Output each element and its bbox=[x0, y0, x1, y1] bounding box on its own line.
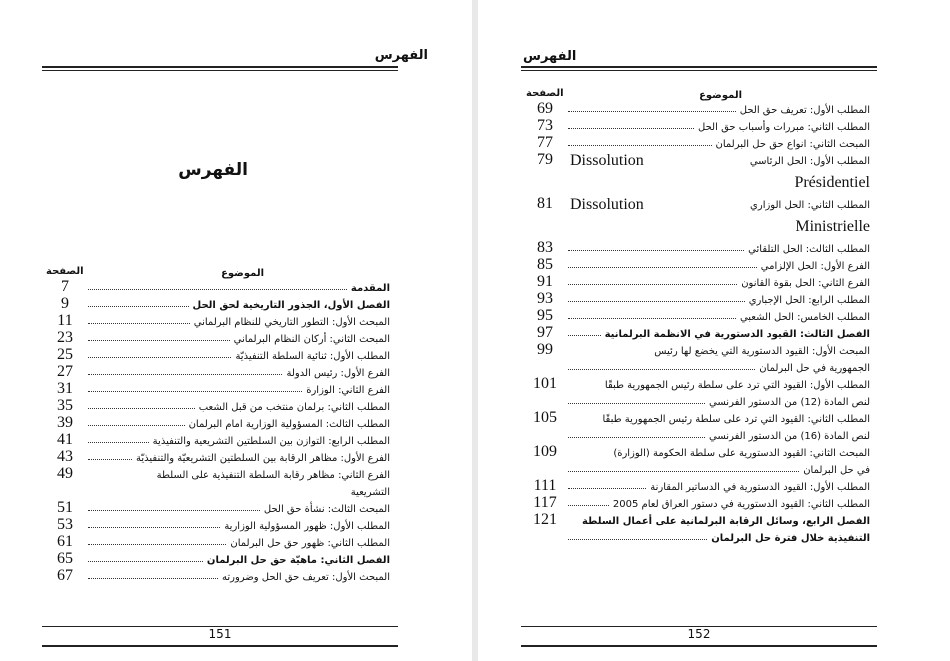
toc-entry-title: الفرع الأول: الحل الإلزامي bbox=[760, 261, 870, 272]
toc-entry-page: 101 bbox=[533, 375, 557, 392]
dot-leader bbox=[88, 459, 132, 460]
column-page-header: الصفحة bbox=[46, 266, 84, 277]
toc-entry-page: 39 bbox=[57, 414, 73, 431]
toc-entry-page: 81 bbox=[537, 195, 553, 212]
toc-entry-title: الفرع الأول: مظاهر الرقابة بين السلطتين التشريعيّة والتنفيذيّة bbox=[135, 453, 390, 464]
toc-entry bbox=[526, 395, 870, 412]
toc-entry-title: الجمهورية في حل البرلمان bbox=[759, 363, 870, 374]
toc-entry-page: 43 bbox=[57, 448, 73, 465]
toc-entry-title: الفصل الأول، الجذور التاريخية لحق الحل bbox=[192, 300, 390, 311]
toc-entry-page: 35 bbox=[57, 397, 73, 414]
toc-entry bbox=[526, 307, 870, 327]
toc-entry bbox=[526, 375, 870, 395]
dot-leader bbox=[568, 505, 609, 506]
toc-entry-latin-term: Dissolution bbox=[570, 196, 644, 213]
running-header: الفهرس bbox=[523, 49, 577, 64]
toc-entry-page: 91 bbox=[537, 273, 553, 290]
toc-entry-title: في حل البرلمان bbox=[803, 465, 870, 476]
toc-entry-page: 9 bbox=[61, 295, 69, 312]
toc-entry-page: 11 bbox=[57, 312, 73, 329]
toc-entry-page: 7 bbox=[61, 278, 69, 295]
toc-entry bbox=[46, 567, 390, 587]
toc-entry bbox=[46, 550, 390, 570]
dot-leader bbox=[88, 510, 260, 511]
toc-entry bbox=[526, 151, 870, 176]
toc-entry-page: 109 bbox=[533, 443, 557, 460]
toc-entry-title: لنص المادة (16) من الدستور الفرنسي bbox=[709, 431, 870, 442]
toc-entry-title: المطلب الثاني: القيود الدستورية في دستور العراق لعام 2005 bbox=[612, 499, 870, 510]
toc-entry-page: 23 bbox=[57, 329, 73, 346]
toc-entry-page: 97 bbox=[537, 324, 553, 341]
toc-entry-title: المبحث الأول: التطور التاريخي للنظام البرلماني bbox=[193, 317, 390, 328]
toc-entry-title: المطلب الخامس: الحل الشعبي bbox=[739, 312, 870, 323]
header-rule-thin bbox=[42, 70, 398, 71]
toc-entry-page: 61 bbox=[57, 533, 73, 550]
dot-leader bbox=[88, 527, 220, 528]
toc-entry-title: الفرع الأول: رئيس الدولة bbox=[286, 368, 390, 379]
toc-entry-page: 95 bbox=[537, 307, 553, 324]
dot-leader bbox=[88, 578, 218, 579]
dot-leader bbox=[88, 357, 231, 358]
toc-entry bbox=[526, 324, 870, 344]
toc-entry-title: لنص المادة (12) من الدستور الفرنسي bbox=[709, 397, 870, 408]
toc-entry bbox=[526, 531, 870, 548]
toc-entry bbox=[46, 431, 390, 451]
toc-entry-title: المطلب الأول: ثنائية السلطة التنفيذيّة bbox=[235, 351, 390, 362]
toc-entry-title: المطلب الثاني: ظهور حق حل البرلمان bbox=[230, 538, 390, 549]
header-rule-thin bbox=[521, 70, 877, 71]
toc-entry bbox=[526, 273, 870, 293]
footer-rule-thick bbox=[521, 645, 877, 647]
dot-leader bbox=[568, 128, 694, 129]
toc-entry bbox=[526, 100, 870, 120]
toc-entry-title: الفرع الثاني: مظاهر رقابة السلطة التنفيذية على السلطة bbox=[156, 470, 390, 481]
header-rule bbox=[521, 66, 877, 68]
toc-entry bbox=[46, 312, 390, 332]
footer-rule-thick bbox=[42, 645, 398, 647]
toc-entry bbox=[526, 239, 870, 259]
toc-entry bbox=[46, 533, 390, 553]
left-page bbox=[0, 0, 472, 661]
toc-entry-title: المبحث الثاني: أركان النظام البرلماني bbox=[233, 334, 390, 345]
toc-entry-title: المطلب الأول: ظهور المسؤولية الوزارية bbox=[224, 521, 390, 532]
toc-entry bbox=[526, 341, 870, 361]
page-number: 151 bbox=[208, 627, 232, 641]
toc-entry bbox=[46, 380, 390, 400]
dot-leader bbox=[88, 425, 185, 426]
dot-leader bbox=[88, 442, 149, 443]
dot-leader bbox=[568, 488, 646, 489]
toc-list bbox=[46, 278, 390, 587]
toc-entry bbox=[526, 409, 870, 429]
toc-entry bbox=[526, 361, 870, 378]
dot-leader bbox=[88, 408, 195, 409]
toc-entry-title: التشريعية bbox=[350, 487, 390, 498]
toc-entry-page: 67 bbox=[57, 567, 73, 584]
column-subject-header: الموضوع bbox=[221, 268, 264, 279]
toc-entry-title: المطلب الثاني: الحل الوزاري bbox=[750, 200, 870, 211]
dot-leader bbox=[568, 318, 736, 319]
toc-entry bbox=[46, 329, 390, 349]
header-rule bbox=[42, 66, 398, 68]
toc-entry-latin-term: Présidentiel bbox=[794, 174, 870, 191]
toc-entry-page: 79 bbox=[537, 151, 553, 168]
toc-entry-latin-term: Dissolution bbox=[570, 152, 644, 169]
toc-entry-title: المطلب الرابع: الحل الإجباري bbox=[748, 295, 870, 306]
dot-leader bbox=[568, 267, 757, 268]
toc-entry-title: المطلب الثاني: مبررات وأسباب حق الحل bbox=[698, 122, 870, 133]
toc-entry-title: المبحث الثالث: نشأة حق الحل bbox=[263, 504, 390, 515]
toc-entry-page: 31 bbox=[57, 380, 73, 397]
toc-entry bbox=[526, 195, 870, 220]
toc-entry-page: 73 bbox=[537, 117, 553, 134]
toc-entry-page: 85 bbox=[537, 256, 553, 273]
toc-entry-title: الفرع الثاني: الحل بقوة القانون bbox=[741, 278, 870, 289]
toc-entry-title: المبحث الأول: تعريف حق الحل وضرورته bbox=[221, 572, 390, 583]
dot-leader bbox=[568, 403, 705, 404]
dot-leader bbox=[568, 539, 707, 540]
toc-entry-title: المطلب الأول: القيود الدستورية في الدساتير المقارنة bbox=[650, 482, 870, 493]
toc-entry-page: 117 bbox=[533, 494, 557, 511]
toc-entry-title: المطلب الثاني: برلمان منتخب من قبل الشعب bbox=[198, 402, 390, 413]
page-number: 152 bbox=[687, 627, 711, 641]
toc-entry-page: 121 bbox=[533, 511, 557, 528]
dot-leader bbox=[88, 340, 230, 341]
toc-entry bbox=[46, 485, 390, 502]
dot-leader bbox=[568, 250, 744, 251]
toc-entry-title: الفصل الرابع، وسائل الرقابة البرلمانية على أعمال السلطة bbox=[581, 516, 870, 527]
dot-leader bbox=[88, 323, 190, 324]
right-page bbox=[478, 0, 950, 661]
toc-entry-page: 51 bbox=[57, 499, 73, 516]
toc-entry-title: المبحث الثاني: القيود الدستورية على سلطة الحكومة (الوزارة) bbox=[613, 448, 870, 459]
dot-leader bbox=[568, 301, 745, 302]
dot-leader bbox=[568, 335, 601, 336]
toc-entry-page: 111 bbox=[533, 477, 557, 494]
dot-leader bbox=[88, 306, 189, 307]
toc-entry-page: 105 bbox=[533, 409, 557, 426]
toc-entry-title: المطلب الثالث: المسؤولية الوزارية امام البرلمان bbox=[188, 419, 390, 430]
toc-entry bbox=[46, 346, 390, 366]
toc-entry-title: المقدمة bbox=[350, 283, 390, 294]
toc-entry-title: المبحث الثاني: انواع حق حل البرلمان bbox=[715, 139, 870, 150]
toc-entry-title: المبحث الأول: القيود الدستورية التي يخضع لها رئيس bbox=[654, 346, 870, 357]
toc-entry-title: الفصل الثالث: القيود الدستورية في الانظمة البرلمانية bbox=[604, 329, 870, 340]
toc-entry bbox=[526, 463, 870, 480]
toc-entry bbox=[526, 511, 870, 531]
toc-entry-page: 93 bbox=[537, 290, 553, 307]
toc-entry bbox=[526, 256, 870, 276]
toc-entry-page: 41 bbox=[57, 431, 73, 448]
dot-leader bbox=[568, 111, 736, 112]
toc-entry-page: 65 bbox=[57, 550, 73, 567]
toc-entry bbox=[46, 516, 390, 536]
dot-leader bbox=[88, 289, 347, 290]
dot-leader bbox=[88, 561, 203, 562]
toc-entry bbox=[46, 414, 390, 434]
toc-entry bbox=[526, 443, 870, 463]
toc-entry bbox=[46, 363, 390, 383]
dot-leader bbox=[568, 284, 737, 285]
toc-entry bbox=[46, 499, 390, 519]
toc-list bbox=[526, 100, 870, 548]
toc-entry bbox=[46, 278, 390, 298]
dot-leader bbox=[568, 145, 712, 146]
running-header: الفهرس bbox=[374, 48, 428, 63]
toc-entry-title: المطلب الثالث: الحل التلقائي bbox=[748, 244, 870, 255]
toc-entry bbox=[46, 295, 390, 315]
toc-entry-page: 99 bbox=[537, 341, 553, 358]
toc-entry-title: المطلب الثاني: القيود التي ترد على سلطة رئيس الجمهورية طبقًا bbox=[602, 414, 870, 425]
toc-entry-title: التنفيذية خلال فترة حل البرلمان bbox=[711, 533, 870, 544]
toc-entry bbox=[526, 220, 870, 242]
toc-entry-title: المطلب الأول: القيود التي ترد على سلطة رئيس الجمهورية طبقًا bbox=[604, 380, 870, 391]
toc-entry-page: 83 bbox=[537, 239, 553, 256]
toc-entry bbox=[526, 494, 870, 514]
toc-entry-title: الفصل الثاني: ماهيّة حق حل البرلمان bbox=[206, 555, 390, 566]
toc-entry bbox=[526, 176, 870, 198]
page-title: الفهرس bbox=[178, 160, 248, 180]
dot-leader bbox=[88, 374, 282, 375]
dot-leader bbox=[88, 544, 226, 545]
toc-entry bbox=[46, 397, 390, 417]
dot-leader bbox=[568, 369, 755, 370]
toc-entry-page: 25 bbox=[57, 346, 73, 363]
toc-entry bbox=[526, 477, 870, 497]
toc-entry-latin-term: Ministrielle bbox=[795, 218, 870, 235]
toc-entry bbox=[526, 117, 870, 137]
toc-entry-title: المطلب الأول: الحل الرئاسي bbox=[749, 156, 870, 167]
toc-entry-page: 49 bbox=[57, 465, 73, 482]
toc-entry bbox=[46, 448, 390, 468]
toc-entry bbox=[526, 290, 870, 310]
toc-entry-page: 27 bbox=[57, 363, 73, 380]
dot-leader bbox=[568, 437, 705, 438]
toc-entry-page: 53 bbox=[57, 516, 73, 533]
column-subject-header: الموضوع bbox=[699, 90, 742, 101]
toc-entry bbox=[46, 465, 390, 485]
toc-entry-page: 69 bbox=[537, 100, 553, 117]
dot-leader bbox=[88, 391, 302, 392]
toc-entry-page: 77 bbox=[537, 134, 553, 151]
toc-entry-title: المطلب الأول: تعريف حق الحل bbox=[739, 105, 870, 116]
toc-entry-title: الفرع الثاني: الوزارة bbox=[306, 385, 390, 396]
column-page-header: الصفحة bbox=[526, 88, 564, 99]
toc-entry-title: المطلب الرابع: التوازن بين السلطتين التشريعية والتنفيذية bbox=[152, 436, 390, 447]
dot-leader bbox=[568, 471, 799, 472]
toc-entry bbox=[526, 429, 870, 446]
